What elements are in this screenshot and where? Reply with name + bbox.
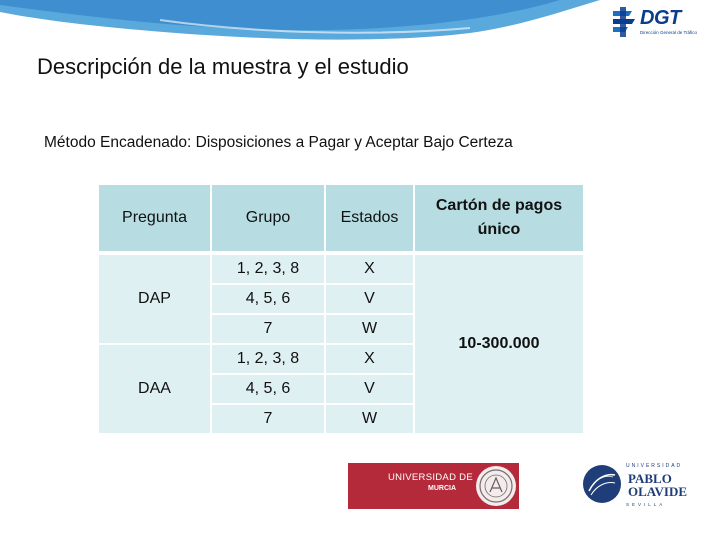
grupo-cell: 4, 5, 6 <box>210 373 324 403</box>
murcia-logo-line2: MURCIA <box>428 485 456 492</box>
page-title: Descripción de la muestra y el estudio <box>37 54 409 79</box>
estado-cell: W <box>324 313 413 343</box>
results-table <box>99 185 583 433</box>
header-carton-line2: único <box>477 221 521 238</box>
header-grupo: Grupo <box>210 185 324 251</box>
olavide-logo-line1: PABLO <box>628 471 672 486</box>
olavide-logo-line2: OLAVIDE <box>628 484 688 499</box>
grupo-cell: 1, 2, 3, 8 <box>210 343 324 373</box>
estado-cell: X <box>324 343 413 373</box>
grupo-cell: 4, 5, 6 <box>210 283 324 313</box>
grupo-cell: 1, 2, 3, 8 <box>210 253 324 283</box>
olavide-logo-top: UNIVERSIDAD <box>626 463 683 469</box>
universidad-pablo-olavide-logo <box>582 461 686 511</box>
dgt-wordmark: DGT <box>640 7 681 29</box>
pregunta-daa: DAA <box>99 343 210 433</box>
header-estados: Estados <box>324 185 413 251</box>
estado-cell: V <box>324 283 413 313</box>
carton-value: 10-300.000 <box>413 253 583 433</box>
universidad-murcia-logo <box>348 463 519 509</box>
dgt-logo <box>610 5 710 45</box>
dgt-emblem-icon <box>610 5 638 39</box>
estado-cell: X <box>324 253 413 283</box>
grupo-cell: 7 <box>210 313 324 343</box>
section-subtitle: Método Encadenado: Disposiciones a Pagar y Aceptar Bajo Certeza <box>44 134 513 151</box>
murcia-seal-icon <box>476 466 516 506</box>
dgt-subtitle: Dirección General de Tráfico <box>640 30 698 35</box>
olavide-emblem-icon <box>583 465 621 503</box>
grupo-cell: 7 <box>210 403 324 433</box>
header-carton-line1: Cartón de pagos <box>435 197 563 214</box>
murcia-logo-line1: UNIVERSIDAD DE <box>388 472 473 483</box>
estado-cell: V <box>324 373 413 403</box>
estado-cell: W <box>324 403 413 433</box>
header-carton <box>413 185 583 251</box>
header-pregunta: Pregunta <box>99 185 210 251</box>
pregunta-dap: DAP <box>99 253 210 343</box>
olavide-logo-bottom: SEVILLA <box>626 502 666 507</box>
